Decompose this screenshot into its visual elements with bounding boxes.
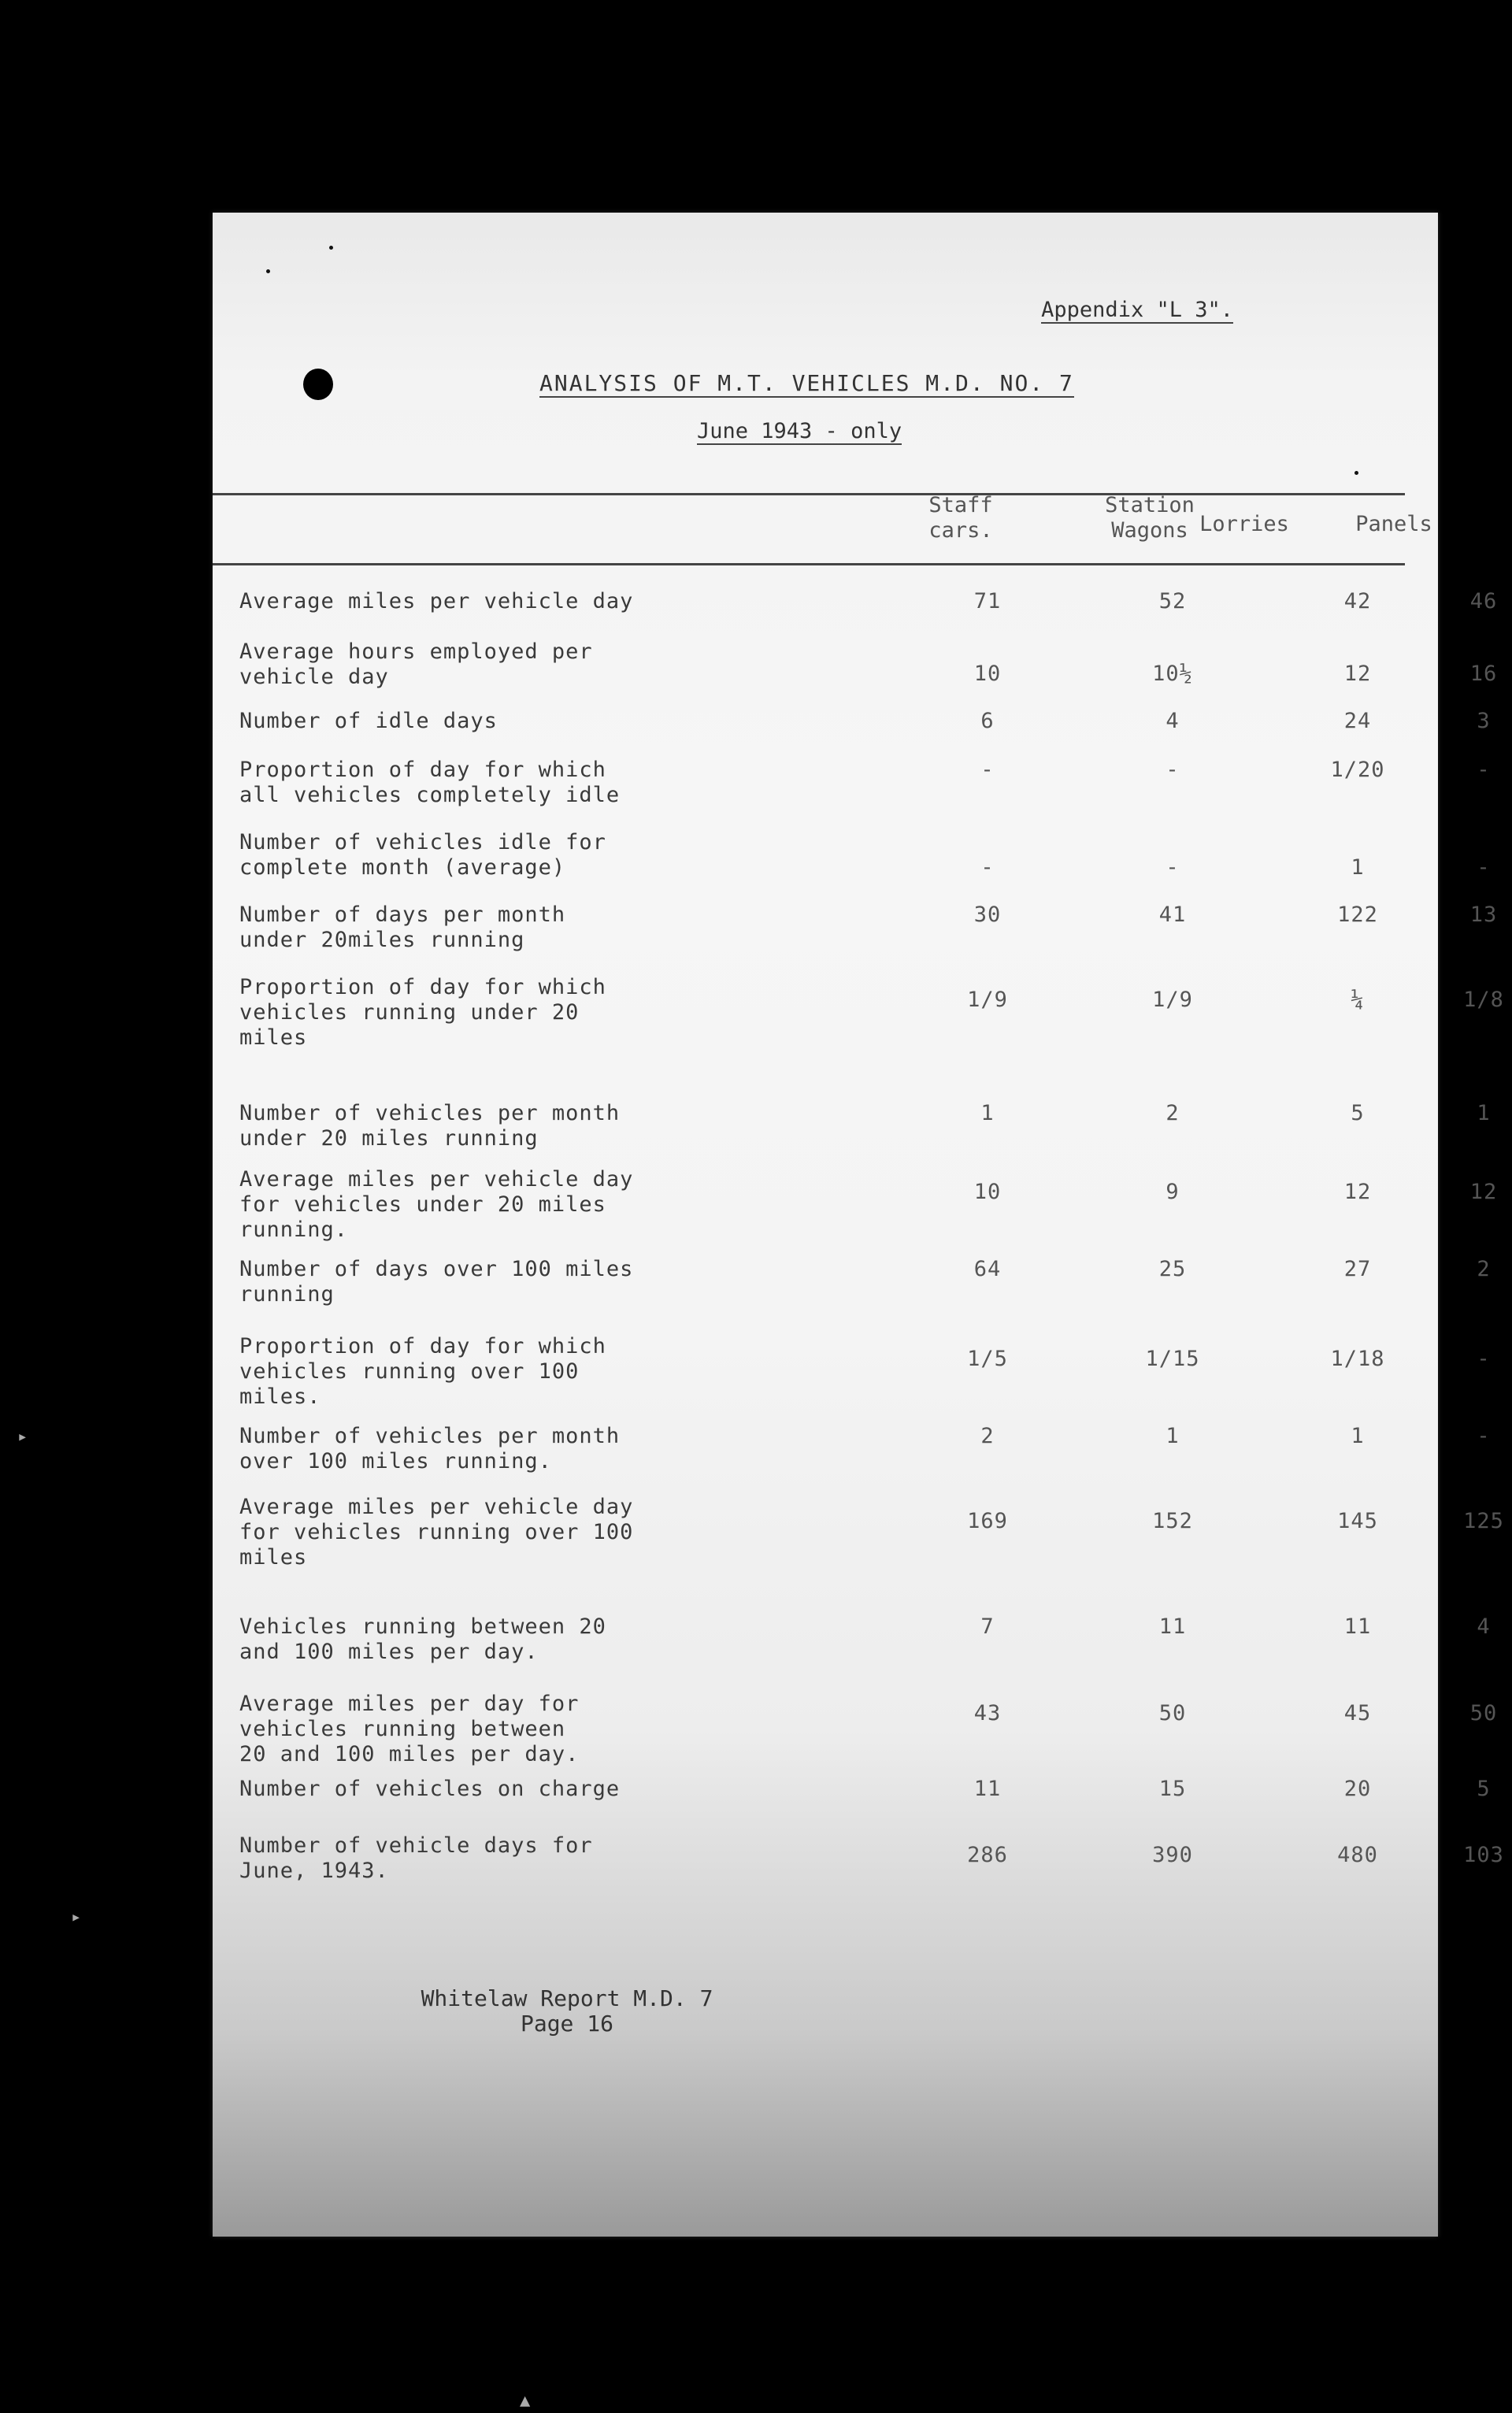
- cell-value: 10½: [1152, 662, 1193, 686]
- film-mark: ▸: [71, 1907, 82, 1927]
- cell-value: -: [980, 855, 995, 880]
- film-mark: ▸: [17, 1427, 28, 1447]
- punch-hole: [303, 369, 333, 400]
- cell-value: 6: [980, 709, 995, 733]
- cell-value: 7: [980, 1614, 995, 1639]
- speck: [266, 269, 270, 273]
- cell-value: 12: [1343, 662, 1372, 686]
- cell-value: 71: [973, 589, 1002, 613]
- cell-value: 152: [1152, 1509, 1193, 1533]
- cell-value: 20: [1343, 1777, 1372, 1801]
- cell-value: -: [1477, 1424, 1491, 1448]
- cell-value: 1/15: [1145, 1347, 1200, 1371]
- row-label: Number of idle days: [239, 709, 498, 733]
- cell-value: 2: [1166, 1101, 1180, 1125]
- cell-value: 1: [1166, 1424, 1180, 1448]
- cell-value: 1/9: [1152, 988, 1193, 1012]
- row-label: Average miles per day for vehicles running between 20 and 100 miles per day.: [239, 1692, 580, 1766]
- cell-value: 3: [1477, 709, 1491, 733]
- cell-value: 64: [973, 1257, 1002, 1281]
- cell-value: 4: [1166, 709, 1180, 733]
- row-label: Number of vehicles per month under 20 miles running: [239, 1101, 621, 1151]
- cell-value: 27: [1343, 1257, 1372, 1281]
- cell-value: -: [1477, 1347, 1491, 1371]
- cell-value: 13: [1469, 903, 1498, 927]
- page-footer: Whitelaw Report M.D. 7 Page 16: [421, 1985, 713, 2037]
- cell-value: 103: [1463, 1843, 1504, 1867]
- cell-value: 286: [967, 1843, 1008, 1867]
- row-label: Proportion of day for which vehicles running over 100 miles.: [239, 1334, 606, 1409]
- cell-value: 50: [1158, 1701, 1187, 1725]
- table-header-rule: [213, 563, 1405, 565]
- row-label: Average miles per vehicle day for vehicles running over 100 miles: [239, 1495, 634, 1570]
- row-label: Number of vehicle days for June, 1943.: [239, 1833, 593, 1883]
- cell-value: 1/20: [1330, 758, 1385, 782]
- cell-value: ¼: [1351, 988, 1365, 1012]
- cell-value: 1/9: [967, 988, 1008, 1012]
- cell-value: 1: [980, 1101, 995, 1125]
- cell-value: 1: [1351, 1424, 1365, 1448]
- cell-value: 50: [1469, 1701, 1498, 1725]
- cell-value: 41: [1158, 903, 1187, 927]
- cell-value: 10: [973, 1180, 1002, 1204]
- appendix-label: Appendix "L 3".: [1041, 298, 1233, 322]
- cell-value: 52: [1158, 589, 1187, 613]
- cell-value: 122: [1337, 903, 1378, 927]
- row-label: Number of days per month under 20miles running: [239, 903, 566, 952]
- speck: [1354, 471, 1358, 475]
- cell-value: 30: [973, 903, 1002, 927]
- cell-value: 9: [1166, 1180, 1180, 1204]
- cell-value: -: [1477, 855, 1491, 880]
- cell-value: 42: [1343, 589, 1372, 613]
- cell-value: 16: [1469, 662, 1498, 686]
- document-page: [213, 213, 1504, 2237]
- table-top-rule: [213, 493, 1405, 495]
- cell-value: 4: [1477, 1614, 1491, 1639]
- cell-value: 11: [1158, 1614, 1187, 1639]
- row-label: Proportion of day for which vehicles running under 20 miles: [239, 975, 606, 1050]
- row-label: Average hours employed per vehicle day: [239, 639, 593, 689]
- cell-value: -: [980, 758, 995, 782]
- cell-value: 5: [1477, 1777, 1491, 1801]
- row-label: Number of days over 100 miles running: [239, 1257, 634, 1307]
- cell-value: 169: [967, 1509, 1008, 1533]
- row-label: Number of vehicles idle for complete month (average): [239, 830, 606, 880]
- cell-value: 1/8: [1463, 988, 1504, 1012]
- cell-value: 145: [1337, 1509, 1378, 1533]
- cell-value: 5: [1351, 1101, 1365, 1125]
- row-label: Proportion of day for which all vehicles completely idle: [239, 758, 621, 807]
- cell-value: 1: [1351, 855, 1365, 880]
- cell-value: 1/5: [967, 1347, 1008, 1371]
- cell-value: 390: [1152, 1843, 1193, 1867]
- film-mark: ▲: [520, 2391, 531, 2411]
- cell-value: 15: [1158, 1777, 1187, 1801]
- cell-value: 2: [1477, 1257, 1491, 1281]
- row-label: Number of vehicles on charge: [239, 1777, 621, 1801]
- cell-value: 11: [1343, 1614, 1372, 1639]
- row-label: Number of vehicles per month over 100 miles running.: [239, 1424, 621, 1473]
- cell-value: -: [1477, 758, 1491, 782]
- cell-value: 1: [1477, 1101, 1491, 1125]
- cell-value: 45: [1343, 1701, 1372, 1725]
- document-title: ANALYSIS OF M.T. VEHICLES M.D. NO. 7: [539, 370, 1074, 396]
- document-subtitle: June 1943 - only: [697, 419, 902, 443]
- column-header-lorries: Lorries: [1199, 512, 1289, 536]
- cell-value: 125: [1463, 1509, 1504, 1533]
- column-header-staff-cars: Staff cars.: [928, 493, 993, 543]
- cell-value: 12: [1469, 1180, 1498, 1204]
- column-header-panels: Panels: [1355, 512, 1432, 536]
- row-label: Average miles per vehicle day: [239, 589, 634, 613]
- speck: [329, 246, 333, 250]
- cell-value: 11: [973, 1777, 1002, 1801]
- cell-value: -: [1166, 855, 1180, 880]
- cell-value: 46: [1469, 589, 1498, 613]
- cell-value: 1/18: [1330, 1347, 1385, 1371]
- cell-value: 2: [980, 1424, 995, 1448]
- cell-value: 24: [1343, 709, 1372, 733]
- row-label: Vehicles running between 20 and 100 miles per day.: [239, 1614, 606, 1664]
- cell-value: 25: [1158, 1257, 1187, 1281]
- cell-value: 12: [1343, 1180, 1372, 1204]
- cell-value: 480: [1337, 1843, 1378, 1867]
- row-label: Average miles per vehicle day for vehicles under 20 miles running.: [239, 1167, 634, 1242]
- cell-value: 43: [973, 1701, 1002, 1725]
- cell-value: -: [1166, 758, 1180, 782]
- column-header-station-wagons: Station Wagons: [1105, 493, 1195, 543]
- cell-value: 10: [973, 662, 1002, 686]
